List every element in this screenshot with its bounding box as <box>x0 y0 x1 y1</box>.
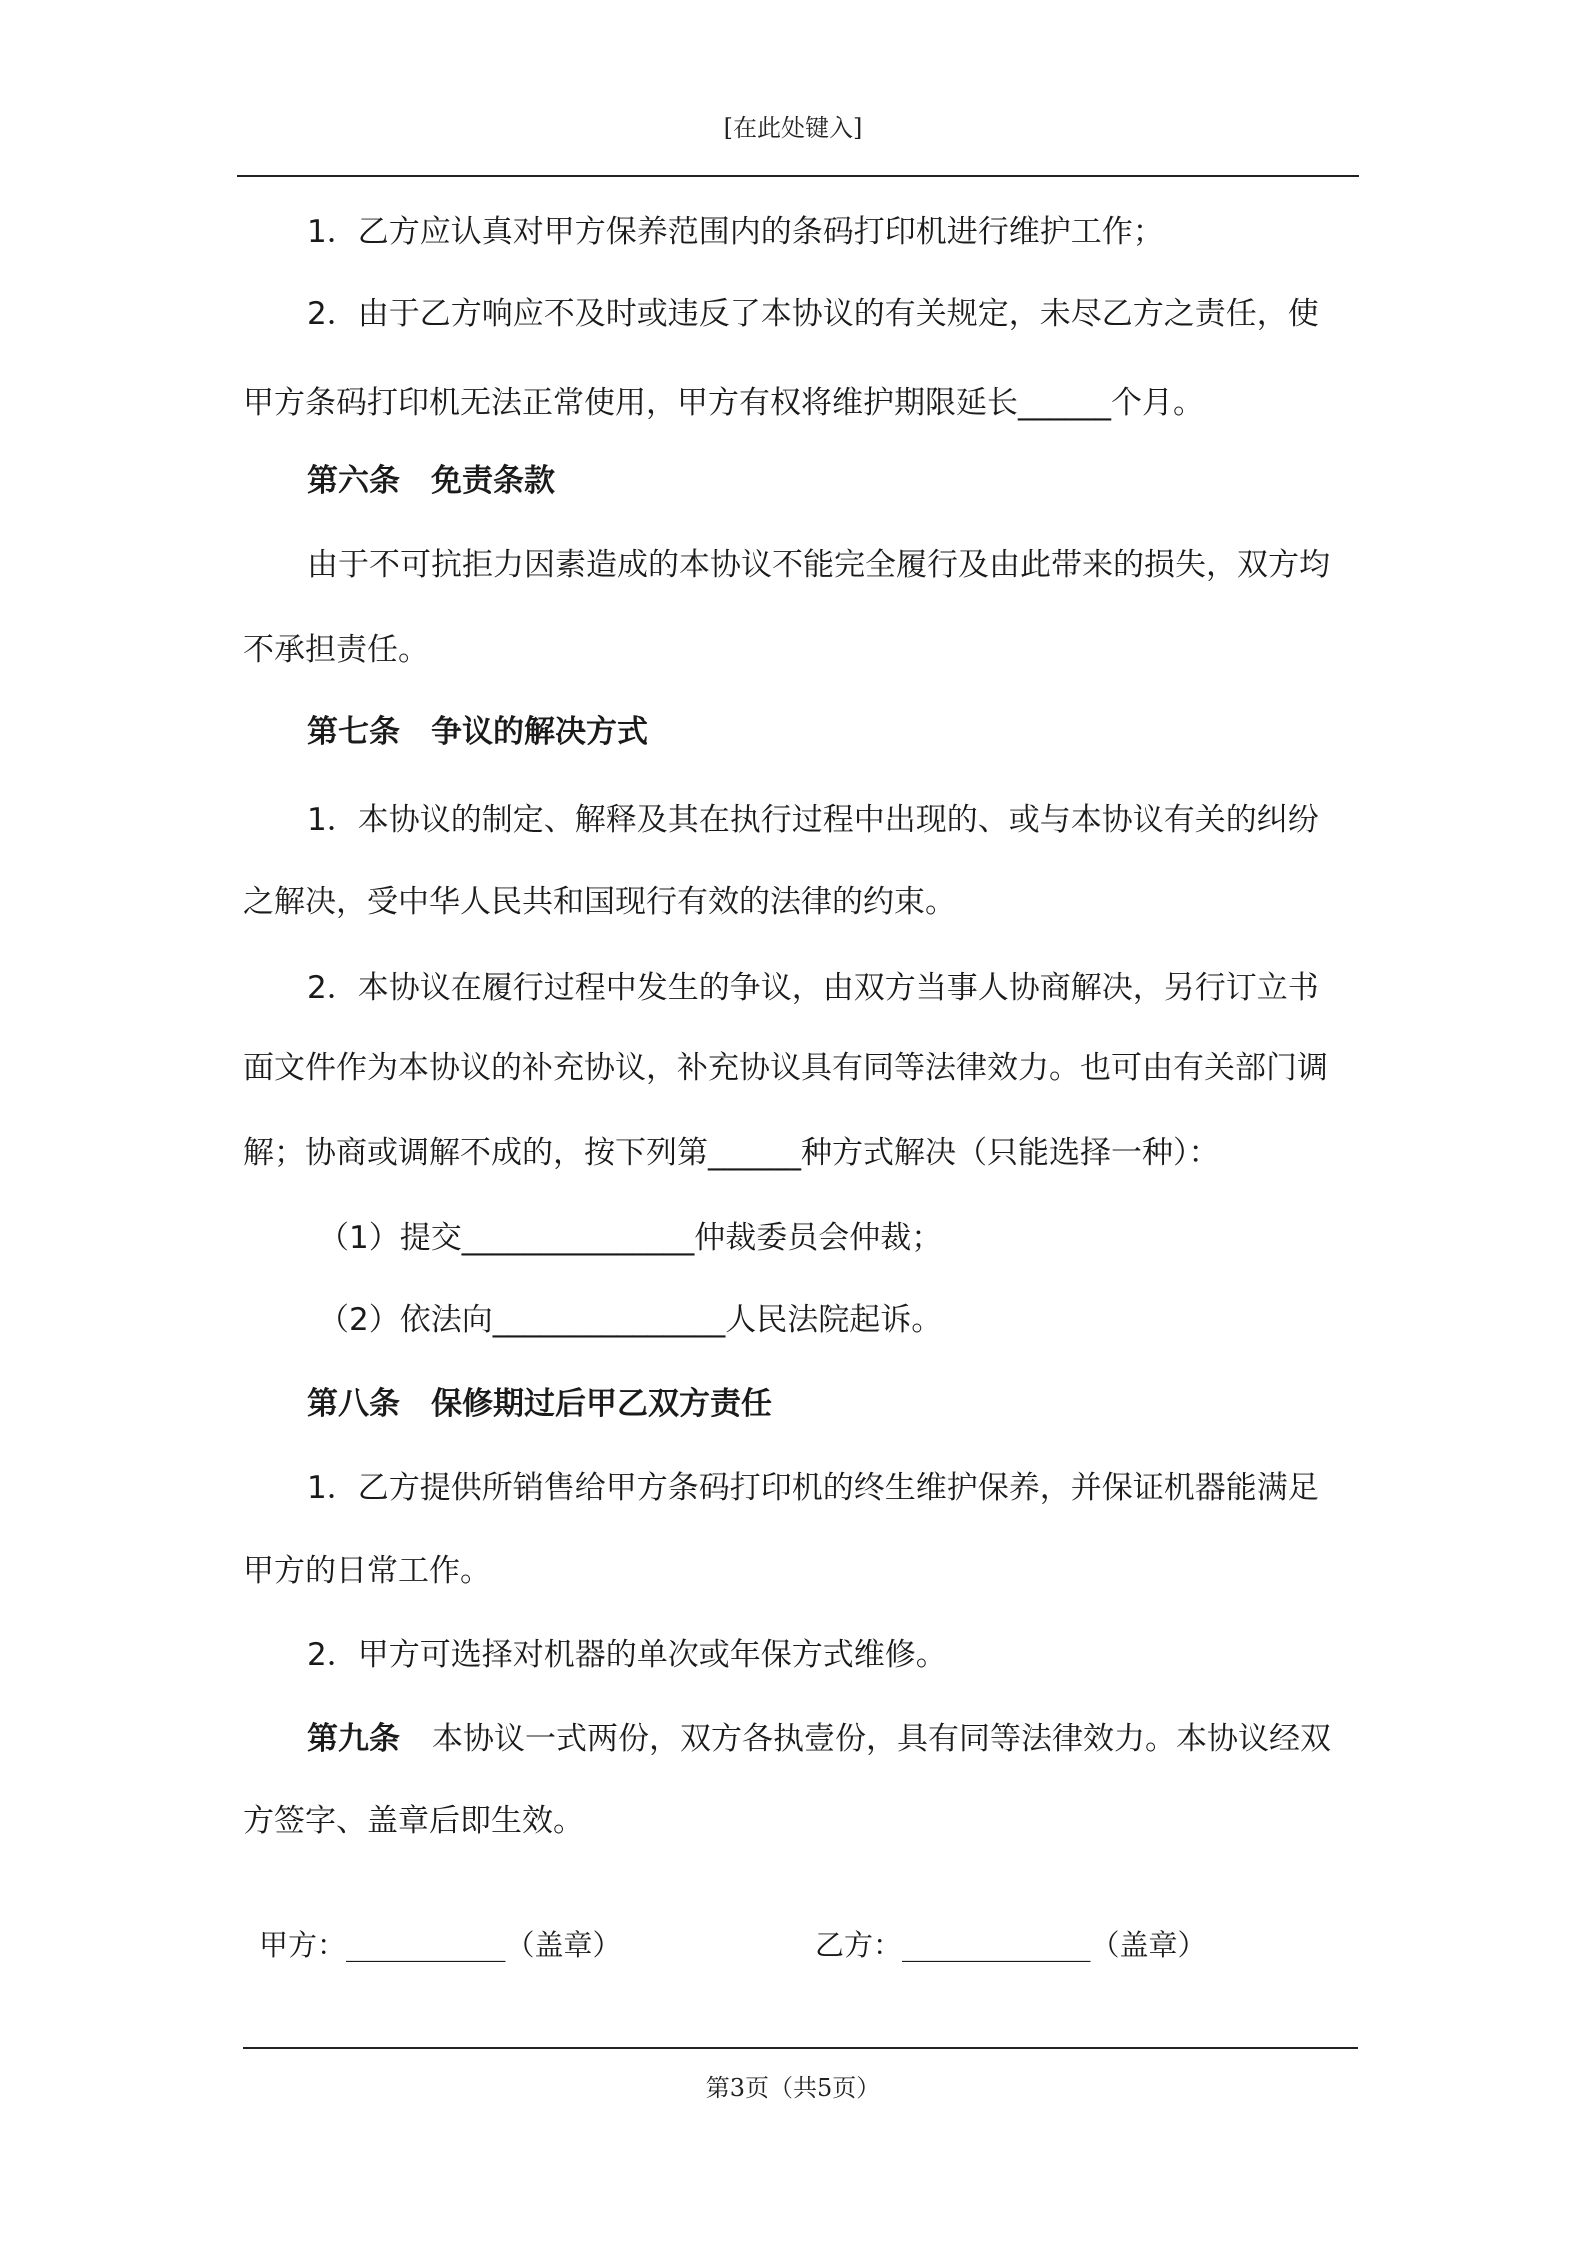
clause-7-item-1-line-1: 1．本协议的制定、解释及其在执行过程中出现的、或与本协议有关的纠纷 <box>307 802 1319 838</box>
clause-9-text-line-1: 本协议一式两份，双方各执壹份，具有同等法律效力。本协议经双 <box>432 1721 1331 1757</box>
clause-7-option-1: （1）提交_______________仲裁委员会仲裁； <box>318 1220 943 1256</box>
page-number: 第3页（共5页） <box>705 2074 881 2102</box>
clause-6-text-line-1: 由于不可抗拒力因素造成的本协议不能完全履行及由此带来的损失，双方均 <box>307 547 1330 583</box>
clause-7-item-2-line-1: 2．本协议在履行过程中发生的争议，由双方当事人协商解决，另行订立书 <box>307 970 1319 1006</box>
clause-7-item-2-line-3: 解；协商或调解不成的，按下列第______种方式解决（只能选择一种）： <box>243 1135 1220 1171</box>
clause-5-item-2-line-1: 2．由于乙方响应不及时或违反了本协议的有关规定，未尽乙方之责任，使 <box>307 296 1319 332</box>
clause-7-item-1-line-2: 之解决，受中华人民共和国现行有效的法律的约束。 <box>243 884 956 920</box>
header-rule <box>237 175 1359 177</box>
clause-5-item-1: 1．乙方应认真对甲方保养范围内的条码打印机进行维护工作； <box>307 214 1164 250</box>
party-a-signature: 甲方：___________（盖章） <box>259 1928 622 1962</box>
clause-8-item-1-line-2: 甲方的日常工作。 <box>243 1553 491 1589</box>
clause-9-text-line-2: 方签字、盖章后即生效。 <box>243 1803 584 1839</box>
clause-9-heading: 第九条 <box>307 1721 400 1757</box>
clause-5-item-2-line-2: 甲方条码打印机无法正常使用，甲方有权将维护期限延长______个月。 <box>243 385 1204 421</box>
clause-8-item-2: 2．甲方可选择对机器的单次或年保方式维修。 <box>307 1637 947 1673</box>
clause-7-heading: 第七条 争议的解决方式 <box>307 714 648 750</box>
clause-7-item-2-line-2: 面文件作为本协议的补充协议，补充协议具有同等法律效力。也可由有关部门调 <box>243 1050 1328 1086</box>
clause-8-item-1-line-1: 1．乙方提供所销售给甲方条码打印机的终生维护保养，并保证机器能满足 <box>307 1470 1319 1506</box>
clause-7-option-2: （2）依法向_______________人民法院起诉。 <box>318 1302 943 1338</box>
clause-6-text-line-2: 不承担责任。 <box>243 632 429 668</box>
page-header: [在此处键入] <box>723 114 863 142</box>
clause-6-heading: 第六条 免责条款 <box>307 463 555 499</box>
clause-8-heading: 第八条 保修期过后甲乙双方责任 <box>307 1386 772 1422</box>
party-b-signature: 乙方：_____________（盖章） <box>815 1928 1207 1962</box>
footer-rule <box>243 2047 1358 2049</box>
